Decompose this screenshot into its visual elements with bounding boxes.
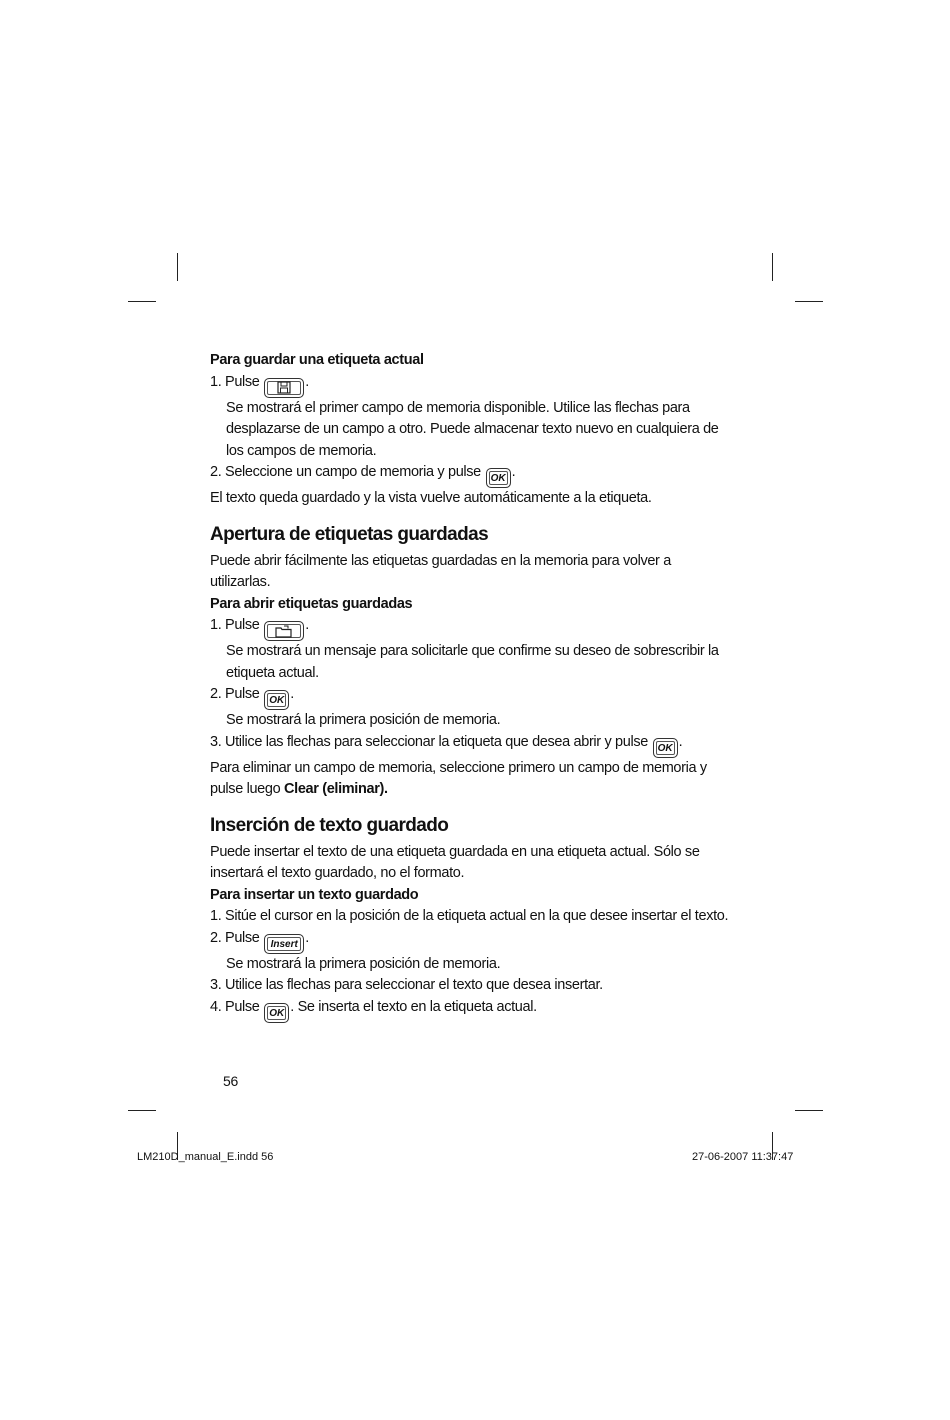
list-item	[210, 906, 730, 928]
subheading-insert: Para insertar un texto guardado	[210, 886, 419, 903]
crop-mark	[128, 301, 156, 302]
slug-file: LM210D_manual_E.indd 56	[137, 1151, 274, 1163]
step-number: 2.	[210, 929, 222, 946]
page-number: 56	[223, 1073, 238, 1089]
step-text: Utilice las flechas para seleccionar la etiqueta que desea abrir y pulse	[225, 733, 648, 750]
list-item	[210, 997, 730, 1023]
step-text: Utilice las flechas para seleccionar el texto que desea insertar.	[225, 977, 603, 993]
crop-mark	[772, 253, 773, 281]
step-text: Pulse	[225, 929, 260, 946]
step-text: Pulse	[225, 998, 260, 1015]
crop-mark	[177, 253, 178, 281]
clear-key-name: Clear (eliminar).	[284, 781, 388, 797]
crop-mark	[795, 301, 823, 302]
step-text-after: . Se inserta el texto en la etiqueta actual.	[290, 998, 537, 1015]
step-detail: Se mostrará un mensaje para solicitarle que confirme su deseo de sobrescribir la etiqueta actual.	[226, 643, 719, 681]
list-item	[210, 975, 730, 997]
insert-intro: Puede insertar el texto de una etiqueta guardada en una etiqueta actual. Sólo se insertará el texto guardado, no el formato.	[210, 843, 700, 881]
list-item: 3. Utilice las flechas para seleccionar la etiqueta que desea abrir y pulse OK .	[210, 732, 730, 758]
step-text: Pulse	[225, 373, 260, 390]
ok-key-icon: OK	[653, 738, 678, 758]
open-intro: Puede abrir fácilmente las etiquetas guardadas en la memoria para volver a utilizarlas.	[210, 552, 671, 590]
step-number: 3.	[210, 733, 222, 750]
step-number: 2.	[210, 464, 222, 480]
step-number: 3.	[210, 977, 222, 993]
ok-key-icon: OK	[264, 1003, 289, 1023]
insert-key-icon: Insert	[264, 934, 304, 954]
note-text: Para eliminar un campo de memoria, seleccione primero un campo de memoria y pulse luego	[210, 759, 707, 797]
step-number: 1.	[210, 908, 222, 924]
heading-insert: Inserción de texto guardado	[210, 814, 449, 836]
step-number: 1.	[210, 617, 222, 633]
list-item: 2. Pulse Insert . Se mostrará la primera posición de memoria.	[210, 928, 730, 976]
step-text: Pulse	[225, 686, 260, 702]
save-steps	[210, 372, 730, 489]
step-detail: Se mostrará la primera posición de memoria.	[226, 955, 501, 972]
insert-steps	[210, 906, 730, 1023]
subheading-save: Para guardar una etiqueta actual	[210, 352, 424, 368]
subheading-open: Para abrir etiquetas guardadas	[210, 595, 413, 612]
save-note: El texto queda guardado y la vista vuelve automáticamente a la etiqueta.	[210, 490, 652, 506]
open-note	[210, 758, 730, 801]
step-number: 2.	[210, 686, 222, 702]
step-text: Sitúe el cursor en la posición de la etiqueta actual en la que desee insertar el texto.	[225, 908, 729, 924]
ok-key-icon: OK	[486, 468, 511, 488]
save-key-icon	[264, 378, 304, 398]
ok-key-icon: OK	[264, 690, 289, 710]
step-number: 4.	[210, 998, 222, 1015]
step-detail: Se mostrará el primer campo de memoria disponible. Utilice las flechas para desplazarse de un campo a otro. Puede almacenar texto nuevo en cualquiera de los campos de memoria.	[226, 399, 719, 459]
step-text: Pulse	[225, 617, 260, 633]
crop-mark	[795, 1110, 823, 1111]
step-detail: Se mostrará la primera posición de memoria.	[226, 712, 501, 728]
open-folder-key-icon	[264, 621, 304, 641]
slug-date: 27-06-2007 11:37:47	[692, 1151, 794, 1163]
step-number: 1.	[210, 373, 222, 390]
heading-open: Apertura de etiquetas guardadas	[210, 523, 489, 545]
list-item: 1. Pulse . Se mostrará un mensaje para solicitarle que confirme su deseo de sobrescribir la etiqueta actual.	[210, 615, 730, 684]
list-item: 2. Pulse OK . Se mostrará la primera posición de memoria.	[210, 684, 730, 732]
page-content	[210, 350, 730, 1023]
list-item: 2. Seleccione un campo de memoria y pulse OK .	[210, 462, 730, 488]
list-item: 1. Pulse . Se mostrará el primer campo de memoria disponible. Utilice las flechas para desplazarse de un campo a otro. Puede almacenar texto nuevo en cualquiera de los campos de memoria.	[210, 372, 730, 463]
crop-mark	[128, 1110, 156, 1111]
open-steps	[210, 615, 730, 758]
step-text: Seleccione un campo de memoria y pulse	[225, 464, 481, 480]
